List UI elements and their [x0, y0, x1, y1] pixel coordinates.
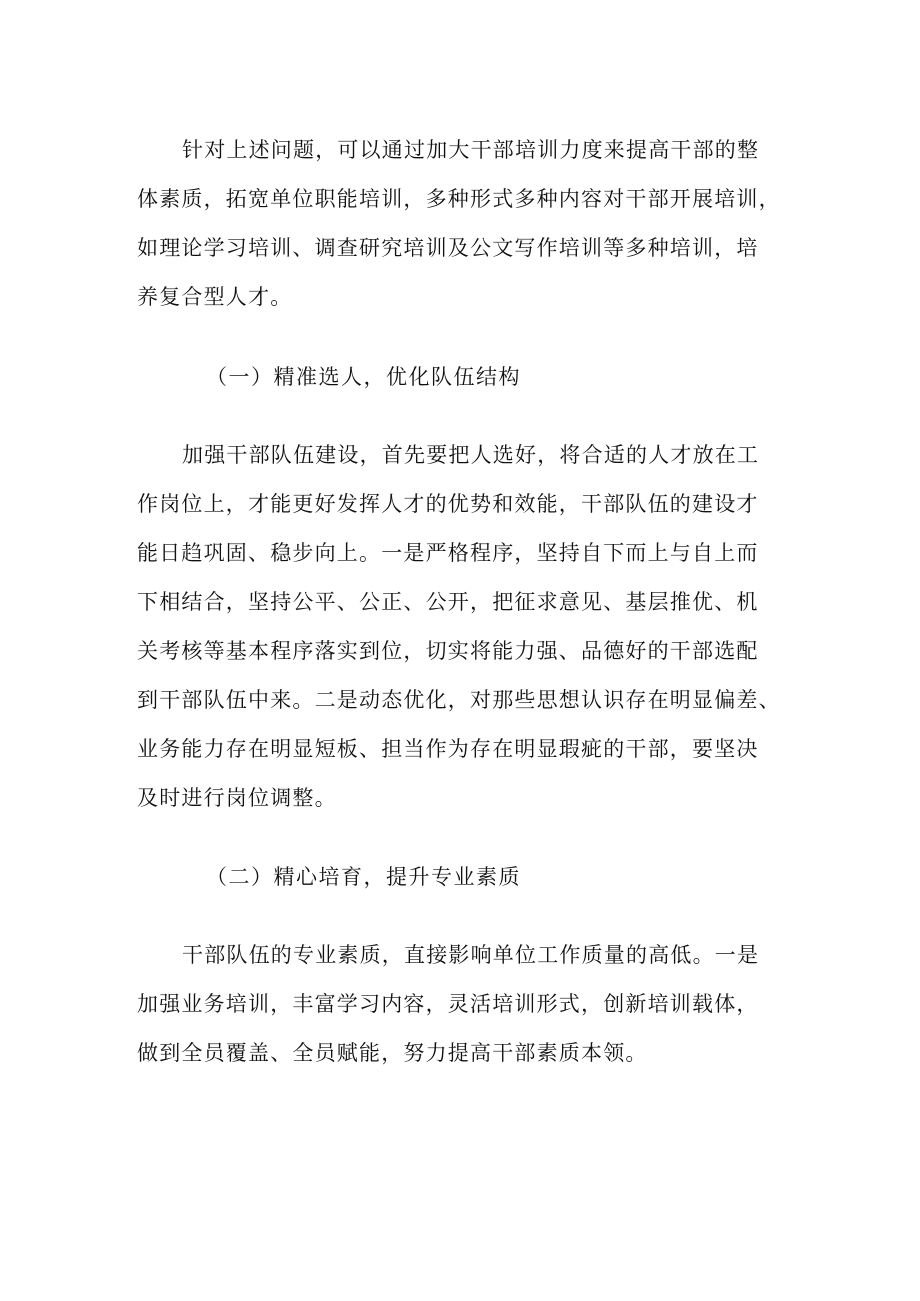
- paragraph-3-line: 加强业务培训，丰富学习内容，灵活培训形式，创新培训载体，: [137, 992, 759, 1016]
- paragraph-2-line: 业务能力存在明显短板、担当作为存在明显瑕疵的干部，要坚决: [137, 737, 759, 761]
- paragraph-1-line: 养复合型人才。: [137, 285, 293, 309]
- paragraph-1-line: 如理论学习培训、调查研究培训及公文写作培训等多种培训，培: [137, 236, 759, 260]
- paragraph-1-line: 体素质，拓宽单位职能培训，多种形式多种内容对干部开展培训，: [137, 187, 781, 211]
- paragraph-2-line: 能日趋巩固、稳步向上。一是严格程序，坚持自下而上与自上而: [137, 541, 759, 565]
- paragraph-2-line: 到干部队伍中来。二是动态优化，对那些思想认识存在明显偏差、: [137, 688, 781, 712]
- paragraph-2-line: 及时进行岗位调整。: [137, 786, 337, 810]
- paragraph-2-line: 作岗位上，才能更好发挥人才的优势和效能，干部队伍的建设才: [137, 492, 759, 516]
- paragraph-2-line: 加强干部队伍建设，首先要把人选好，将合适的人才放在工: [182, 443, 760, 467]
- section-heading-2: （二）精心培育，提升专业素质: [206, 865, 521, 889]
- paragraph-3-line: 干部队伍的专业素质，直接影响单位工作质量的高低。一是: [182, 943, 760, 967]
- paragraph-2-line: 下相结合，坚持公平、公正、公开，把征求意见、基层推优、机: [137, 590, 759, 614]
- section-heading-1: （一）精准选人，优化队伍结构: [206, 365, 521, 389]
- paragraph-1-line: 针对上述问题，可以通过加大干部培训力度来提高干部的整: [182, 138, 760, 162]
- paragraph-3-line: 做到全员覆盖、全员赋能，努力提高干部素质本领。: [137, 1041, 648, 1065]
- paragraph-2-line: 关考核等基本程序落实到位，切实将能力强、品德好的干部选配: [137, 639, 759, 663]
